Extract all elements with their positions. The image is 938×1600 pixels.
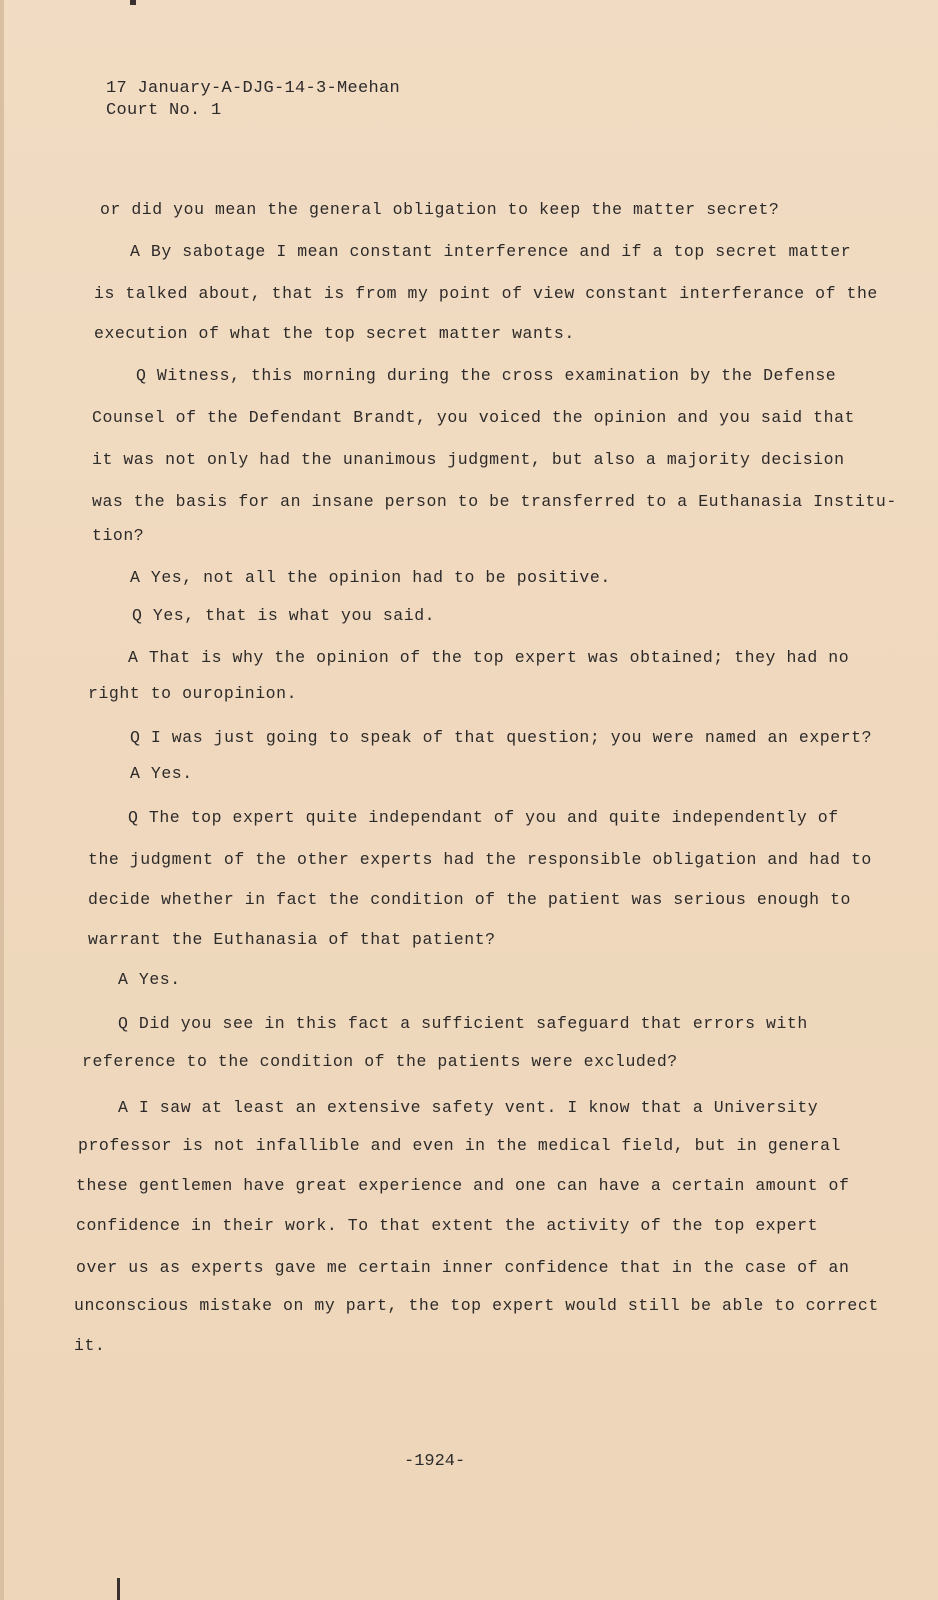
text-line: Q Yes, that is what you said. — [132, 606, 436, 625]
text-line: A I saw at least an extensive safety vent. I know that a University — [118, 1098, 819, 1117]
text-line: warrant the Euthanasia of that patient? — [88, 930, 496, 949]
ink-speck — [117, 1578, 120, 1600]
ink-speck — [130, 0, 136, 5]
text-line: A Yes. — [130, 764, 193, 783]
document-header — [106, 78, 400, 122]
text-line: tion? — [92, 526, 145, 545]
text-line: execution of what the top secret matter wants. — [94, 324, 575, 343]
page-edge — [0, 0, 4, 1600]
text-line: unconscious mistake on my part, the top expert would still be able to correct — [74, 1296, 879, 1315]
page-number: -1924- — [404, 1452, 466, 1471]
text-line: reference to the condition of the patients were excluded? — [82, 1052, 678, 1071]
text-line: Q Witness, this morning during the cross examination by the Defense — [136, 366, 837, 385]
text-line: A That is why the opinion of the top expert was obtained; they had no — [128, 648, 850, 667]
text-line: it was not only had the unanimous judgment, but also a majority decision — [92, 450, 845, 469]
text-line: is talked about, that is from my point of view constant interferance of the — [94, 284, 878, 303]
text-line: A Yes. — [118, 970, 181, 989]
text-line: or did you mean the general obligation to keep the matter secret? — [100, 200, 780, 219]
text-line: these gentlemen have great experience and one can have a certain amount of — [76, 1176, 850, 1195]
text-line: decide whether in fact the condition of the patient was serious enough to — [88, 890, 851, 909]
text-line: A By sabotage I mean constant interference and if a top secret matter — [130, 242, 852, 261]
text-line: Q Did you see in this fact a sufficient safeguard that errors with — [118, 1014, 808, 1033]
text-line: professor is not infallible and even in the medical field, but in general — [78, 1136, 841, 1155]
text-line: confidence in their work. To that extent the activity of the top expert — [76, 1216, 819, 1235]
text-line: the judgment of the other experts had the responsible obligation and had to — [88, 850, 872, 869]
text-line: A Yes, not all the opinion had to be positive. — [130, 568, 611, 587]
text-line: Counsel of the Defendant Brandt, you voiced the opinion and you said that — [92, 408, 855, 427]
header-court: Court No. 1 — [106, 101, 222, 120]
text-line: Q The top expert quite independant of you and quite independently of — [128, 808, 839, 827]
text-line: over us as experts gave me certain inner confidence that in the case of an — [76, 1258, 850, 1277]
text-line: was the basis for an insane person to be transferred to a Euthanasia Institu- — [92, 492, 897, 511]
text-line: right to ouropinion. — [88, 684, 298, 703]
text-line: it. — [74, 1336, 106, 1355]
header-reference: 17 January-A-DJG-14-3-Meehan — [106, 79, 401, 98]
text-line: Q I was just going to speak of that question; you were named an expert? — [130, 728, 873, 747]
